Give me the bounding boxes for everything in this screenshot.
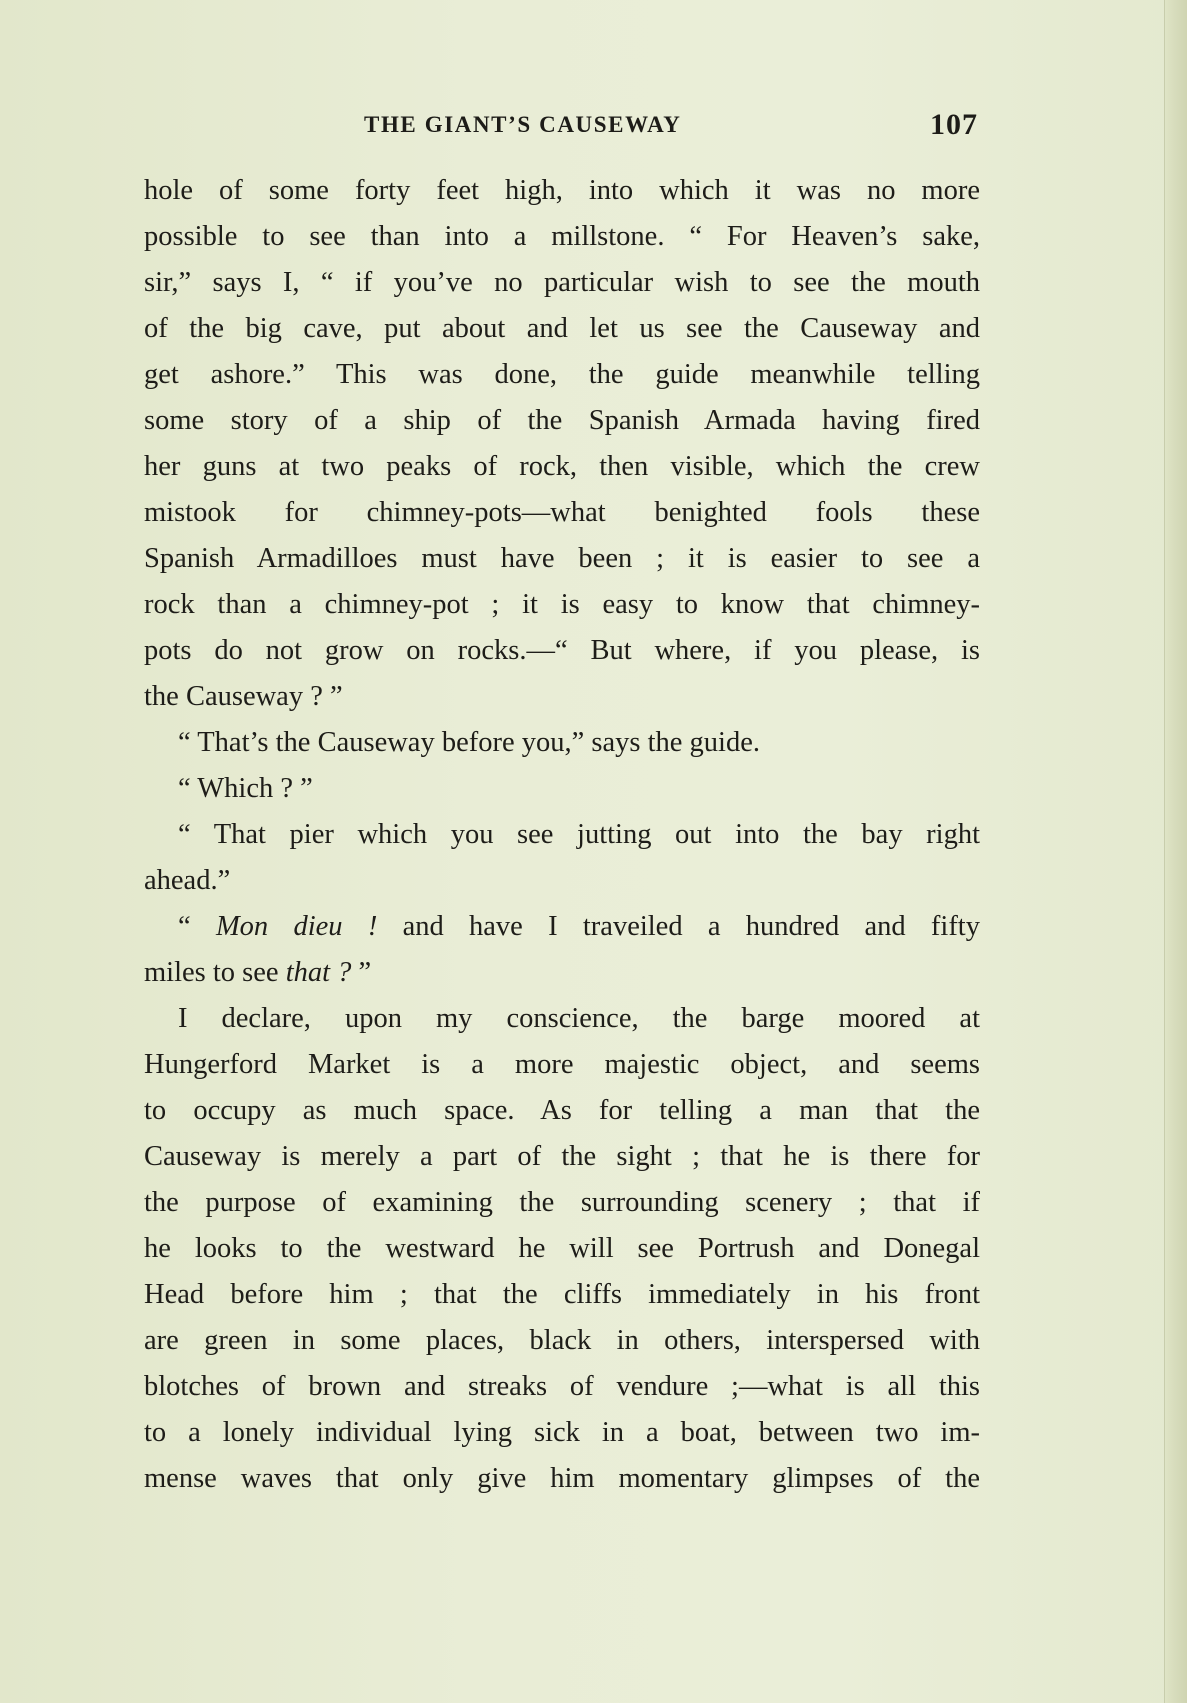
text-line: Head before him ; that the cliffs immediately in his front	[144, 1279, 980, 1310]
text-line: are green in some places, black in others, interspersed with	[144, 1325, 980, 1356]
text-line: he looks to the westward he will see Portrush and Donegal	[144, 1233, 980, 1264]
italic-phrase: that ?	[285, 957, 352, 988]
text-line: the Causeway ? ”	[144, 681, 343, 712]
text-segment: ”	[351, 957, 372, 988]
text-line: “ That’s the Causeway before you,” says the guide.	[178, 727, 760, 758]
text-line: of the big cave, put about and let us see the Causeway and	[144, 313, 980, 344]
text-line: ahead.”	[144, 865, 231, 896]
text-line: “ Which ? ”	[178, 773, 313, 804]
text-segment: and have I traveiled a hundred and fifty	[377, 911, 980, 942]
text-line: Hungerford Market is a more majestic object, and seems	[144, 1049, 980, 1080]
page-edge	[1164, 0, 1187, 1703]
text-line: to occupy as much space. As for telling a man that the	[144, 1095, 980, 1126]
text-line: the purpose of examining the surrounding scenery ; that if	[144, 1187, 980, 1218]
body-text	[144, 168, 980, 1502]
running-title: THE GIANT’S CAUSEWAY	[364, 112, 682, 137]
text-line: her guns at two peaks of rock, then visible, which the crew	[144, 451, 980, 482]
text-line: blotches of brown and streaks of vendure ;—what is all this	[144, 1371, 980, 1402]
text-line: possible to see than into a millstone. “ For Heaven’s sake,	[144, 221, 980, 252]
text-line: Spanish Armadilloes must have been ; it is easier to see a	[144, 543, 980, 574]
italic-phrase: Mon dieu !	[215, 911, 378, 942]
text-segment: miles to see	[144, 957, 286, 988]
text-line: I declare, upon my conscience, the barge moored at	[178, 1003, 980, 1034]
text-segment: “	[178, 911, 216, 942]
text-line: pots do not grow on rocks.—“ But where, if you please, is	[144, 635, 980, 666]
text-line: mistook for chimney-pots—what benighted fools these	[144, 497, 980, 528]
text-line-mixed	[144, 904, 980, 950]
text-line: hole of some forty feet high, into which it was no more	[144, 175, 980, 206]
text-line: sir,” says I, “ if you’ve no particular wish to see the mouth	[144, 267, 980, 298]
running-head	[144, 108, 980, 148]
text-line: Causeway is merely a part of the sight ; that he is there for	[144, 1141, 980, 1172]
page-number: 107	[930, 108, 978, 141]
text-line: “ That pier which you see jutting out into the bay right	[178, 819, 980, 850]
text-line: to a lonely individual lying sick in a boat, between two im-	[144, 1417, 980, 1448]
text-line: mense waves that only give him momentary glimpses of the	[144, 1463, 980, 1494]
text-line: rock than a chimney-pot ; it is easy to know that chimney-	[144, 589, 980, 620]
text-line-mixed	[144, 950, 980, 996]
text-line: some story of a ship of the Spanish Armada having fired	[144, 405, 980, 436]
text-line: get ashore.” This was done, the guide meanwhile telling	[144, 359, 980, 390]
